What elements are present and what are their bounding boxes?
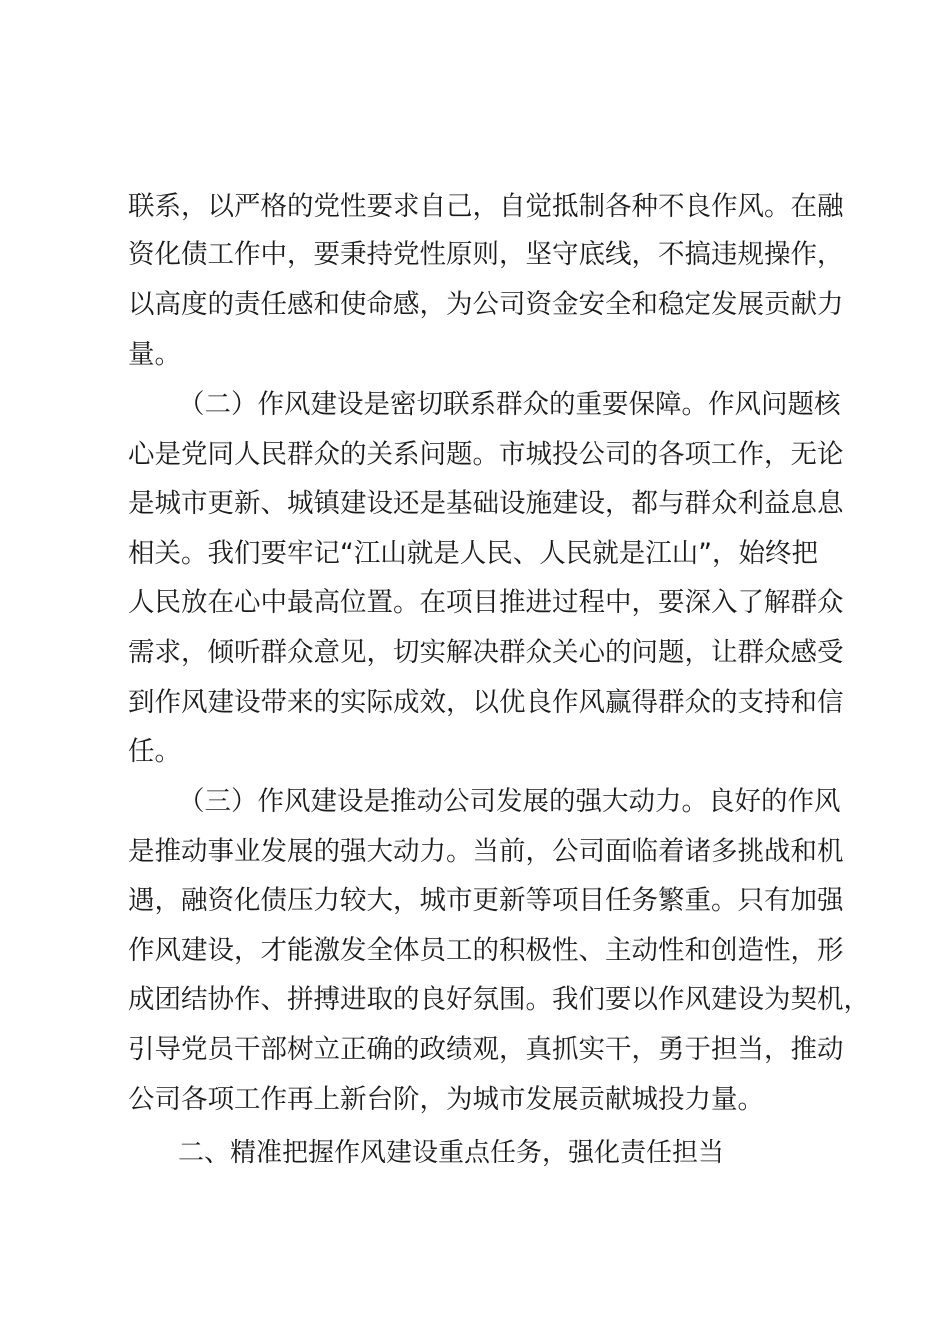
paragraph-2-line-8: 任。 xyxy=(128,736,181,767)
paragraph-2-line-7: 到作风建设带来的实际成效，以优良作风赢得群众的支持和信 xyxy=(128,687,844,718)
paragraph-1-line-4: 量。 xyxy=(128,339,181,370)
paragraph-2-line-3: 是城市更新、城镇建设还是基础设施建设，都与群众利益息息 xyxy=(128,488,844,519)
paragraph-2-line-6: 需求，倾听群众意见，切实解决群众关心的问题，让群众感受 xyxy=(128,637,844,668)
paragraph-2-line-5: 人民放在心中最高位置。在项目推进过程中，要深入了解群众 xyxy=(128,587,844,618)
paragraph-3-line-7: 公司各项工作再上新台阶，为城市发展贡献城投力量。 xyxy=(128,1084,764,1115)
paragraph-3-line-5: 成团结协作、拼搏进取的良好氛围。我们要以作风建设为契机， xyxy=(128,984,870,1015)
paragraph-2-line-1: （二）作风建设是密切联系群众的重要保障。作风问题核 xyxy=(178,389,841,420)
paragraph-2-line-4: 相关。我们要牢记“江山就是人民、人民就是江山”，始终把 xyxy=(128,538,818,569)
paragraph-1-line-3: 以高度的责任感和使命感，为公司资金安全和稳定发展贡献力 xyxy=(128,289,844,320)
paragraph-3-line-2: 是推动事业发展的强大动力。当前，公司面临着诸多挑战和机 xyxy=(128,836,844,867)
paragraph-1-line-2: 资化债工作中，要秉持党性原则，坚守底线，不搞违规操作， xyxy=(128,239,844,270)
paragraph-3-line-3: 遇，融资化债压力较大，城市更新等项目任务繁重。只有加强 xyxy=(128,885,844,916)
section-heading: 二、精准把握作风建设重点任务，强化责任担当 xyxy=(178,1138,725,1168)
paragraph-2-line-2: 心是党同人民群众的关系问题。市城投公司的各项工作，无论 xyxy=(128,439,844,470)
paragraph-1-line-1: 联系，以严格的党性要求自己，自觉抵制各种不良作风。在融 xyxy=(128,191,844,222)
paragraph-3-line-1: （三）作风建设是推动公司发展的强大动力。良好的作风 xyxy=(178,786,841,817)
paragraph-3-line-4: 作风建设，才能激发全体员工的积极性、主动性和创造性，形 xyxy=(128,935,844,966)
paragraph-3-line-6: 引导党员干部树立正确的政绩观，真抓实干，勇于担当，推动 xyxy=(128,1034,844,1065)
